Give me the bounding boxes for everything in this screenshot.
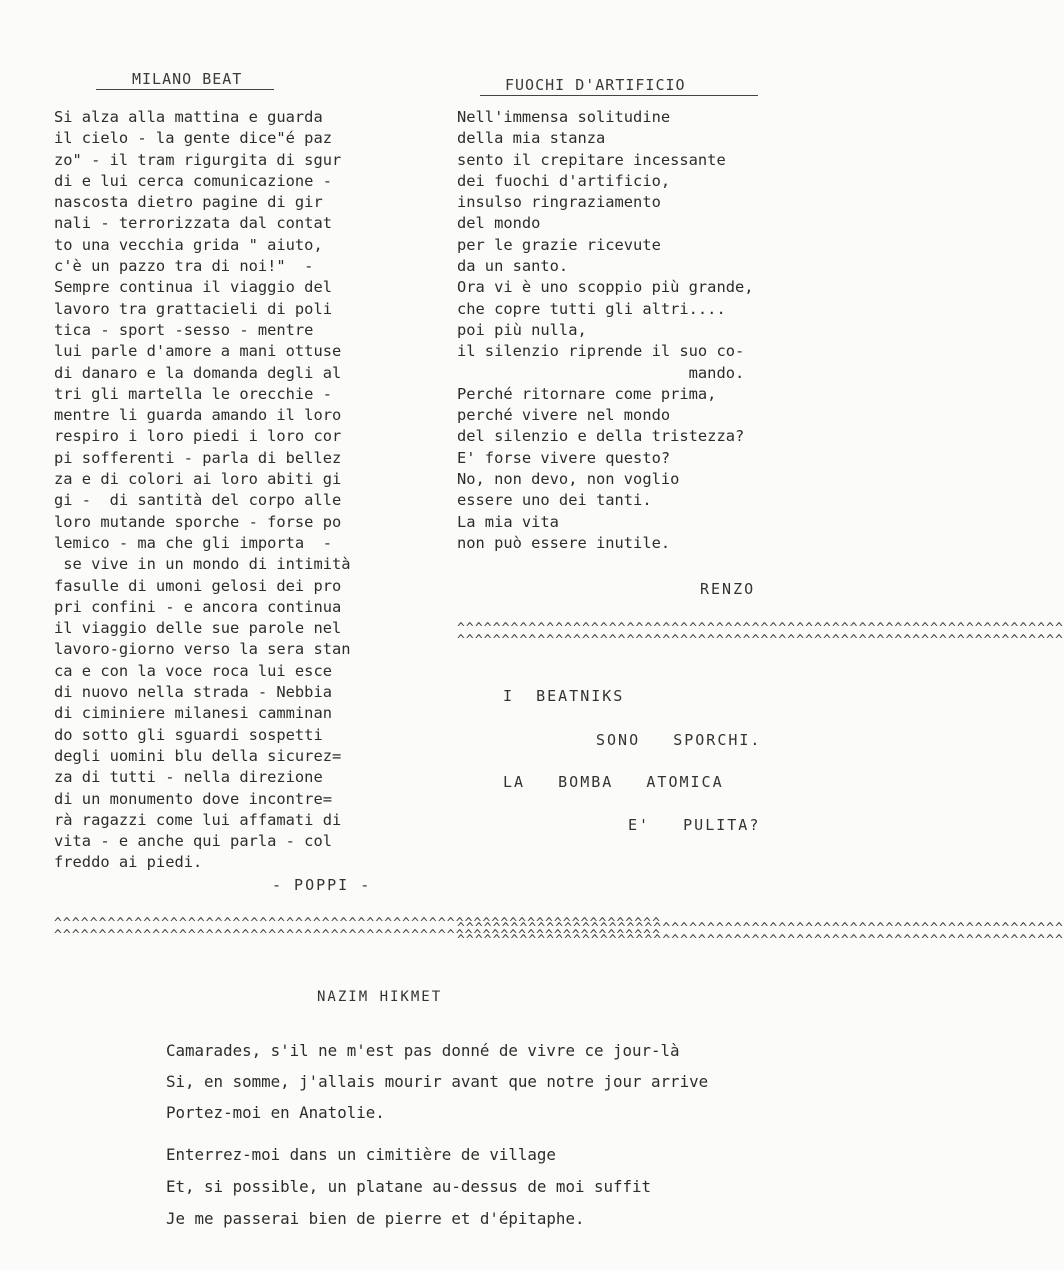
- milano-beat-title: MILANO BEAT: [132, 70, 243, 88]
- poem-line: da un santo.: [457, 257, 569, 276]
- poem-line: essere uno dei tanti.: [457, 491, 652, 510]
- poem-line: del silenzio e della tristezza?: [457, 427, 745, 446]
- poem-line: Sempre continua il viaggio del: [54, 278, 332, 297]
- poem-line: dei fuochi d'artificio,: [457, 171, 671, 190]
- hikmet-line-6: Je me passerai bien de pierre et d'épitaphe.: [166, 1209, 585, 1228]
- poem-line: mentre li guarda amando il loro: [54, 406, 342, 425]
- poem-line: tica - sport -sesso - mentre: [54, 320, 314, 339]
- hikmet-title: NAZIM HIKMET: [317, 989, 443, 1005]
- poem-line: ca e con la voce roca lui esce: [54, 661, 332, 680]
- poem-line: loro mutande sporche - forse po: [54, 512, 342, 531]
- hikmet-line-3: Portez-moi en Anatolie.: [166, 1103, 385, 1122]
- fuochi-poem: [457, 107, 754, 554]
- poem-line: per le grazie ricevute: [457, 235, 661, 254]
- poem-line: il silenzio riprende il suo co-: [457, 342, 745, 361]
- poem-line: sento il crepitare incessante: [457, 150, 726, 169]
- poem-line: il viaggio delle sue parole nel: [54, 619, 342, 638]
- poem-line: c'è un pazzo tra di noi!" -: [54, 257, 314, 276]
- hikmet-line-1: Camarades, s'il ne m'est pas donné de vivre ce jour-là: [166, 1041, 680, 1060]
- poem-line: mando.: [457, 363, 745, 382]
- poem-line: tri gli martella le orecchie -: [54, 384, 332, 403]
- poem-line: vita - e anche qui parla - col: [54, 832, 332, 851]
- poem-line: che copre tutti gli altri....: [457, 299, 726, 318]
- hikmet-line-4: Enterrez-moi dans un cimitière de village: [166, 1145, 556, 1164]
- left-separator-bottom: ^^^^^^^^^^^^^^^^^^^^^^^^^^^^^^^^^^^^^^^^^^^^^^^^^^^^^^^^^^^^^^^^^^^^: [54, 928, 662, 943]
- milano-beat-poem: [54, 107, 351, 874]
- poem-line: il cielo - la gente dice"é paz: [54, 129, 332, 148]
- poem-line: No, non devo, non voglio: [457, 470, 680, 489]
- poem-line: poi più nulla,: [457, 320, 587, 339]
- poem-line: del mondo: [457, 214, 541, 233]
- beatniks-line-4: E' PULITA?: [628, 816, 761, 834]
- right-separator-upper-2: ^^^^^^^^^^^^^^^^^^^^^^^^^^^^^^^^^^^^^^^^^^^^^^^^^^^^^^^^^^^^^^^^^^^^: [457, 633, 1064, 648]
- poem-line: Si alza alla mattina e guarda: [54, 108, 323, 126]
- poem-line: lui parle d'amore a mani ottuse: [54, 342, 342, 361]
- hikmet-line-5: Et, si possible, un platane au-dessus de moi suffit: [166, 1177, 652, 1196]
- poem-line: lemico - ma che gli importa -: [54, 533, 332, 552]
- right-separator-upper-1: ^^^^^^^^^^^^^^^^^^^^^^^^^^^^^^^^^^^^^^^^^^^^^^^^^^^^^^^^^^^^^^^^^^^^: [457, 621, 1064, 636]
- poem-line: do sotto gli sguardi sospetti: [54, 725, 323, 744]
- poem-line: respiro i loro piedi i loro cor: [54, 427, 342, 446]
- poem-line: della mia stanza: [457, 129, 606, 148]
- poem-line: fasulle di umoni gelosi dei pro: [54, 576, 342, 595]
- poem-line: za e di colori ai loro abiti gi: [54, 470, 342, 489]
- hikmet-line-2: Si, en somme, j'allais mourir avant que notre jour arrive: [166, 1072, 709, 1091]
- poem-line: za di tutti - nella direzione: [54, 768, 323, 787]
- poem-line: di un monumento dove incontre=: [54, 789, 332, 808]
- milano-beat-underline: [96, 89, 274, 90]
- fuochi-title: FUOCHI D'ARTIFICIO: [505, 76, 686, 94]
- poem-line: Ora vi è uno scoppio più grande,: [457, 278, 754, 297]
- left-separator-top: ^^^^^^^^^^^^^^^^^^^^^^^^^^^^^^^^^^^^^^^^^^^^^^^^^^^^^^^^^^^^^^^^^^^^: [54, 916, 662, 931]
- poem-line: non può essere inutile.: [457, 533, 671, 552]
- right-separator-lower-2: ^^^^^^^^^^^^^^^^^^^^^^^^^^^^^^^^^^^^^^^^^^^^^^^^^^^^^^^^^^^^^^^^^^^^: [457, 933, 1064, 948]
- poem-line: to una vecchia grida " aiuto,: [54, 235, 323, 254]
- poem-line: di nuovo nella strada - Nebbia: [54, 683, 332, 702]
- poem-line: freddo ai piedi.: [54, 853, 203, 872]
- poem-line: pri confini - e ancora continua: [54, 597, 342, 616]
- beatniks-line-3: LA BOMBA ATOMICA: [503, 773, 724, 791]
- poppi-signature: - POPPI -: [272, 876, 372, 894]
- poem-line: Perché ritornare come prima,: [457, 384, 717, 403]
- poem-line: La mia vita: [457, 512, 559, 531]
- right-separator-lower-1: ^^^^^^^^^^^^^^^^^^^^^^^^^^^^^^^^^^^^^^^^^^^^^^^^^^^^^^^^^^^^^^^^^^^^: [457, 921, 1064, 936]
- poem-line: pi sofferenti - parla di bellez: [54, 448, 342, 467]
- poem-line: di danaro e la domanda degli al: [54, 363, 342, 382]
- poem-line: perché vivere nel mondo: [457, 406, 671, 425]
- poem-line: zo" - il tram rigurgita di sgur: [54, 150, 342, 169]
- poem-line: lavoro tra grattacieli di poli: [54, 299, 332, 318]
- poem-line: lavoro-giorno verso la sera stan: [54, 640, 351, 659]
- beatniks-line-2: SONO SPORCHI.: [596, 731, 762, 749]
- poem-line: gi - di santità del corpo alle: [54, 491, 342, 510]
- poem-line: nascosta dietro pagine di gir: [54, 193, 323, 212]
- poem-line: rà ragazzi come lui affamati di: [54, 810, 342, 829]
- poem-line: degli uomini blu della sicurez=: [54, 746, 342, 765]
- beatniks-line-1: I BEATNIKS: [503, 687, 625, 705]
- poem-line: insulso ringraziamento: [457, 193, 661, 212]
- poem-line: nali - terrorizzata dal contat: [54, 214, 332, 233]
- renzo-signature: RENZO: [700, 580, 756, 598]
- poem-line: Nell'immensa solitudine: [457, 108, 671, 126]
- poem-line: di e lui cerca comunicazione -: [54, 171, 332, 190]
- poem-line: di ciminiere milanesi camminan: [54, 704, 332, 723]
- fuochi-underline: [480, 95, 758, 96]
- poem-line: se vive in un mondo di intimità: [54, 555, 351, 574]
- poem-line: E' forse vivere questo?: [457, 448, 671, 467]
